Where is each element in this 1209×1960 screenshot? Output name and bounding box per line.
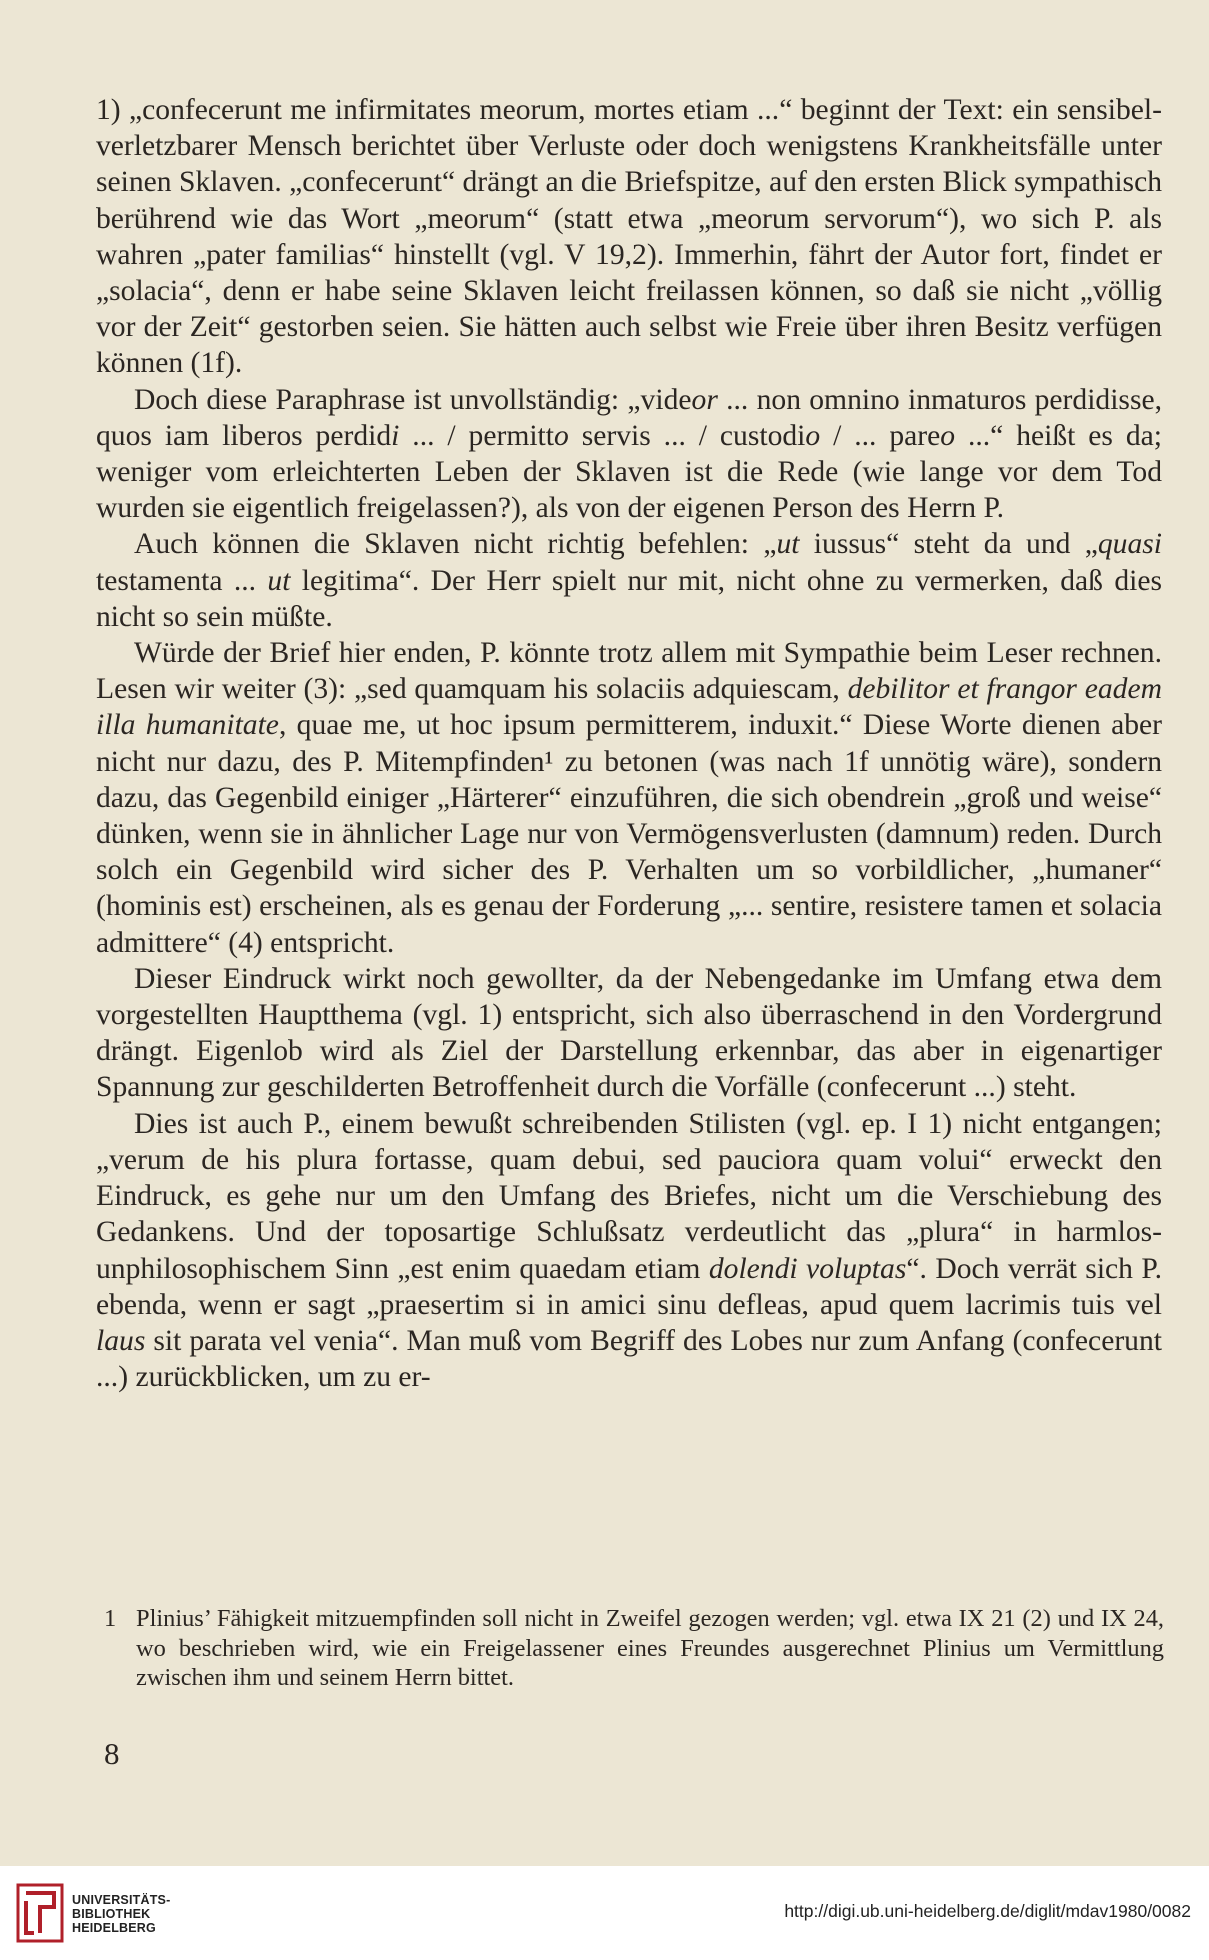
library-logo-icon (16, 1883, 64, 1943)
text-run: Auch können die Sklaven nicht richtig befehlen: „ (134, 528, 777, 561)
library-name (72, 1893, 170, 1935)
page-number: 8 (104, 1736, 120, 1771)
italic-text: o (554, 419, 569, 452)
text-run: “. Doch verrät sich P. ebenda, wenn er sagt „praesertim si in amici sinu defleas, apud quem lacrimis tuis vel (96, 1252, 1162, 1321)
paragraph (96, 526, 1162, 635)
italic-text: or (691, 383, 718, 416)
text-run: ...“ heißt es da; weniger vom erleichterten Leben der Sklaven ist die Rede (wie lange vor dem Tod wurden sie eigentlich freigelassen?), als von der eigenen Person des Herrn P. (96, 419, 1162, 525)
library-name-line: BIBLIOTHEK (72, 1907, 151, 1921)
italic-text: ut (776, 528, 800, 561)
paragraph (96, 961, 1162, 1106)
paragraph (96, 92, 1162, 382)
text-run: / ... pare (820, 419, 941, 452)
text-run: , quae me, ut hoc ipsum permitterem, induxit.“ Diese Worte dienen aber nicht nur dazu, des P. Mitempfinden¹ zu betonen (was nach 1f unnötig wäre), sondern dazu, das Gegenbild einiger „Härterer“ einzuführen, die sich obendrein „groß und weise“ dünken, wenn sie in ähnlicher Lage nur von Vermögensverlusten (damnum) reden. Durch solch ein Gegenbild wird sicher des P. Verhalten um so vorbildlicher, „humaner“ (hominis est) erscheinen, als es genau der Forderung „... sentire, resistere tamen et solacia admittere“ (4) entspricht. (96, 709, 1163, 959)
library-footer (0, 1866, 1209, 1960)
text-run: testamenta ... (96, 564, 268, 597)
italic-text: debilitor et frangor eadem illa humanitate (96, 673, 1162, 742)
text-run: servis ... / custodi (568, 419, 806, 452)
italic-text: i (391, 419, 400, 452)
library-name-line: UNIVERSITÄTS- (72, 1893, 171, 1907)
italic-text: dolendi voluptas (708, 1252, 907, 1285)
text-run: ... non omnino inmaturos perdidisse, quos iam liberos perdid (96, 383, 1163, 452)
text-run: legitima“. Der Herr spielt nur mit, nicht ohne zu vermerken, daß dies nicht so sein müßte. (96, 564, 1162, 633)
text-run: Dies ist auch P., einem bewußt schreibenden Stilisten (vgl. ep. I 1) nicht entgangen; „verum de his plura fortasse, quam debui, sed pauciora quam volui“ erweckt den Eindruck, es gehe nur um den Umfang des Briefes, nicht um die Verschiebung des Gedankens. Und der toposartige Schlußsatz verdeutlicht das „plura“ in harmlos-unphilosophischem Sinn „est enim quaedam etiam (96, 1107, 1162, 1285)
paragraph (96, 382, 1162, 527)
italic-text: quasi (1097, 528, 1162, 561)
footnote-number: 1 (104, 1605, 117, 1632)
source-url-link[interactable]: http://digi.ub.uni-heidelberg.de/diglit/mdav1980/0082 (784, 1901, 1191, 1921)
italic-text: o (805, 419, 821, 452)
text-run: Doch diese Paraphrase ist unvollständig: „vide (134, 383, 692, 416)
italic-text: laus (96, 1324, 146, 1357)
text-run: Dieser Eindruck wirkt noch gewollter, da der Nebengedanke im Umfang etwa dem vorgestellten Hauptthema (vgl. 1) entspricht, sich also überraschend in den Vordergrund drängt. Eigenlob wird als Ziel der Darstellung erkennbar, das aber in eigenartiger Spannung zur geschilderten Betroffenheit durch die Vorfälle (confecerunt ...) steht. (96, 962, 1162, 1104)
text-run: iussus“ steht da und „ (799, 528, 1098, 561)
paragraph (96, 635, 1162, 961)
text-run: ... / permitt (399, 419, 555, 452)
footnote-text: Plinius’ Fähigkeit mitzuempfinden soll nicht in Zweifel gezogen werden; vgl. etwa IX 21 (2) und IX 24, wo beschrieben wird, wie ein Freigelassener eines Freundes ausgerechnet Plinius um Vermittlung zwischen ihm und seinem Herrn bittet. (136, 1605, 1164, 1691)
library-name-line: HEIDELBERG (72, 1921, 156, 1935)
paragraph (96, 1106, 1162, 1396)
italic-text: o (940, 419, 956, 452)
main-text (96, 92, 1162, 1395)
text-run: 1) „confecerunt me infirmitates meorum, mortes etiam ...“ beginnt der Text: ein sensibel-verletzbarer Mensch berichtet über Verluste oder doch wenigstens Krankheitsfälle unter seinen Sklaven. „confecerunt“ drängt an die Briefspitze, auf den ersten Blick sympathisch berührend wie das Wort „meorum“ (statt etwa „meorum servorum“), wo sich P. als wahren „pater familias“ hinstellt (vgl. V 19,2). Immerhin, fährt der Autor fort, findet er „solacia“, denn er habe seine Sklaven leicht freilassen können, so daß sie nicht „völlig vor der Zeit“ gestorben seien. Sie hätten auch selbst wie Freie über ihren Besitz verfügen können (1f). (96, 94, 1162, 380)
italic-text: ut (267, 564, 291, 597)
text-run: Würde der Brief hier enden, P. könnte trotz allem mit Sympathie beim Leser rechnen. Lesen wir weiter (3): „sed quamquam his solaciis adquiescam, (96, 637, 1162, 706)
text-run: sit parata vel venia“. Man muß vom Begriff des Lobes nur zum Anfang (confecerunt ...) zurückblicken, um zu er- (96, 1324, 1162, 1394)
